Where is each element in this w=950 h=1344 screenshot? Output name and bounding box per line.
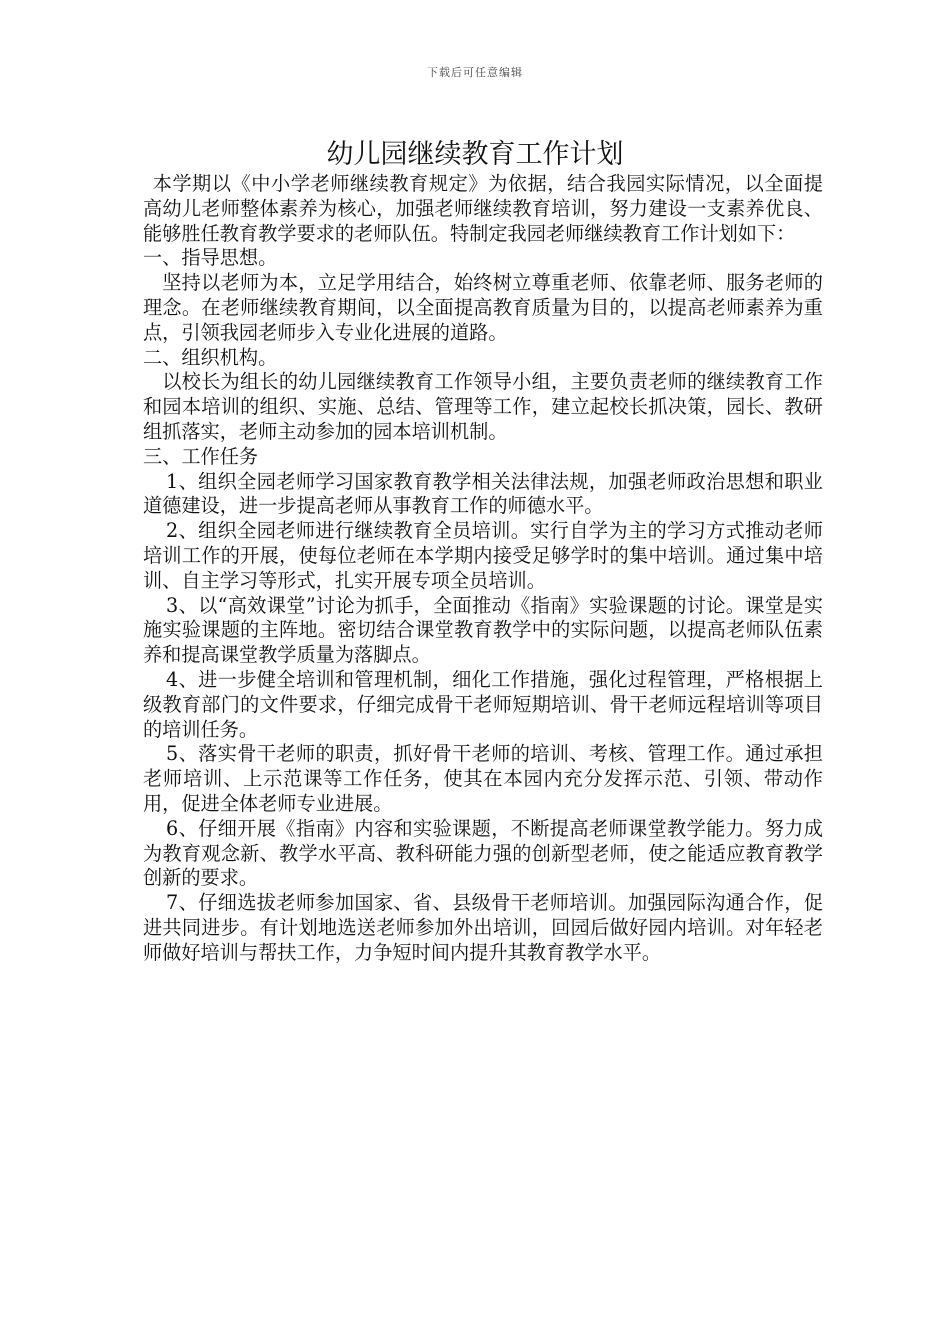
task-item-3: 3、以“高效课堂”讨论为抓手，全面推动《指南》实验课题的讨论。课堂是实施实验课题的主阵地。密切结合课堂教育教学中的实际问题，以提高老师队伍素养和提高课堂教学质量为落脚点。 bbox=[143, 593, 823, 667]
document-body bbox=[143, 172, 823, 966]
task-item-6: 6、仔细开展《指南》内容和实验课题，不断提高老师课堂教学能力。努力成为教育观念新、教学水平高、教科研能力强的创新型老师，使之能适应教育教学创新的要求。 bbox=[143, 816, 823, 890]
intro-paragraph: 本学期以《中小学老师继续教育规定》为依据，结合我园实际情况，以全面提高幼儿老师整体素养为核心，加强老师继续教育培训，努力建设一支素养优良、能够胜任教育教学要求的老师队伍。特制定我园老师继续教育工作计划如下： bbox=[143, 172, 823, 245]
document-title: 幼儿园继续教育工作计划 bbox=[326, 139, 624, 170]
section-heading-guiding-thought: 一、指导思想。 bbox=[143, 246, 278, 270]
task-item-2: 2、组织全园老师进行继续教育全员培训。实行自学为主的学习方式推动老师培训工作的开展，使每位老师在本学期内接受足够学时的集中培训。通过集中培训、自主学习等形式，扎实开展专项全员培训。 bbox=[143, 519, 823, 592]
task-item-4: 4、进一步健全培训和管理机制，细化工作措施，强化过程管理，严格根据上级教育部门的文件要求，仔细完成骨干老师短期培训、骨干老师远程培训等项目的培训任务。 bbox=[143, 667, 823, 741]
header-note: 下载后可任意编辑 bbox=[427, 66, 523, 79]
organization-paragraph: 以校长为组长的幼儿园继续教育工作领导小组，主要负责老师的继续教育工作和园本培训的组织、实施、总结、管理等工作，建立起校长抓决策，园长、教研组抓落实，老师主动参加的园本培训机制。 bbox=[143, 370, 823, 443]
task-item-7: 7、仔细选拔老师参加国家、省、县级骨干老师培训。加强园际沟通合作，促进共同进步。有计划地选送老师参加外出培训，回园后做好园内培训。对年轻老师做好培训与帮扶工作，力争短时间内提升其教育教学水平。 bbox=[143, 891, 823, 964]
guiding-thought-paragraph: 坚持以老师为本，立足学用结合，始终树立尊重老师、依靠老师、服务老师的理念。在老师继续教育期间，以全面提高教育质量为目的，以提高老师素养为重点，引领我园老师步入专业化进展的道路。 bbox=[143, 271, 823, 344]
section-heading-organization: 二、组织机构。 bbox=[143, 345, 278, 369]
section-heading-tasks: 三、工作任务 bbox=[143, 444, 259, 468]
task-item-1: 1、组织全园老师学习国家教育教学相关法律法规，加强老师政治思想和职业道德建设，进一步提高老师从事教育工作的师德水平。 bbox=[143, 469, 823, 518]
task-item-5: 5、落实骨干老师的职责，抓好骨干老师的培训、考核、管理工作。通过承担老师培训、上示范课等工作任务，使其在本园内充分发挥示范、引领、带动作用，促进全体老师专业进展。 bbox=[143, 742, 823, 815]
